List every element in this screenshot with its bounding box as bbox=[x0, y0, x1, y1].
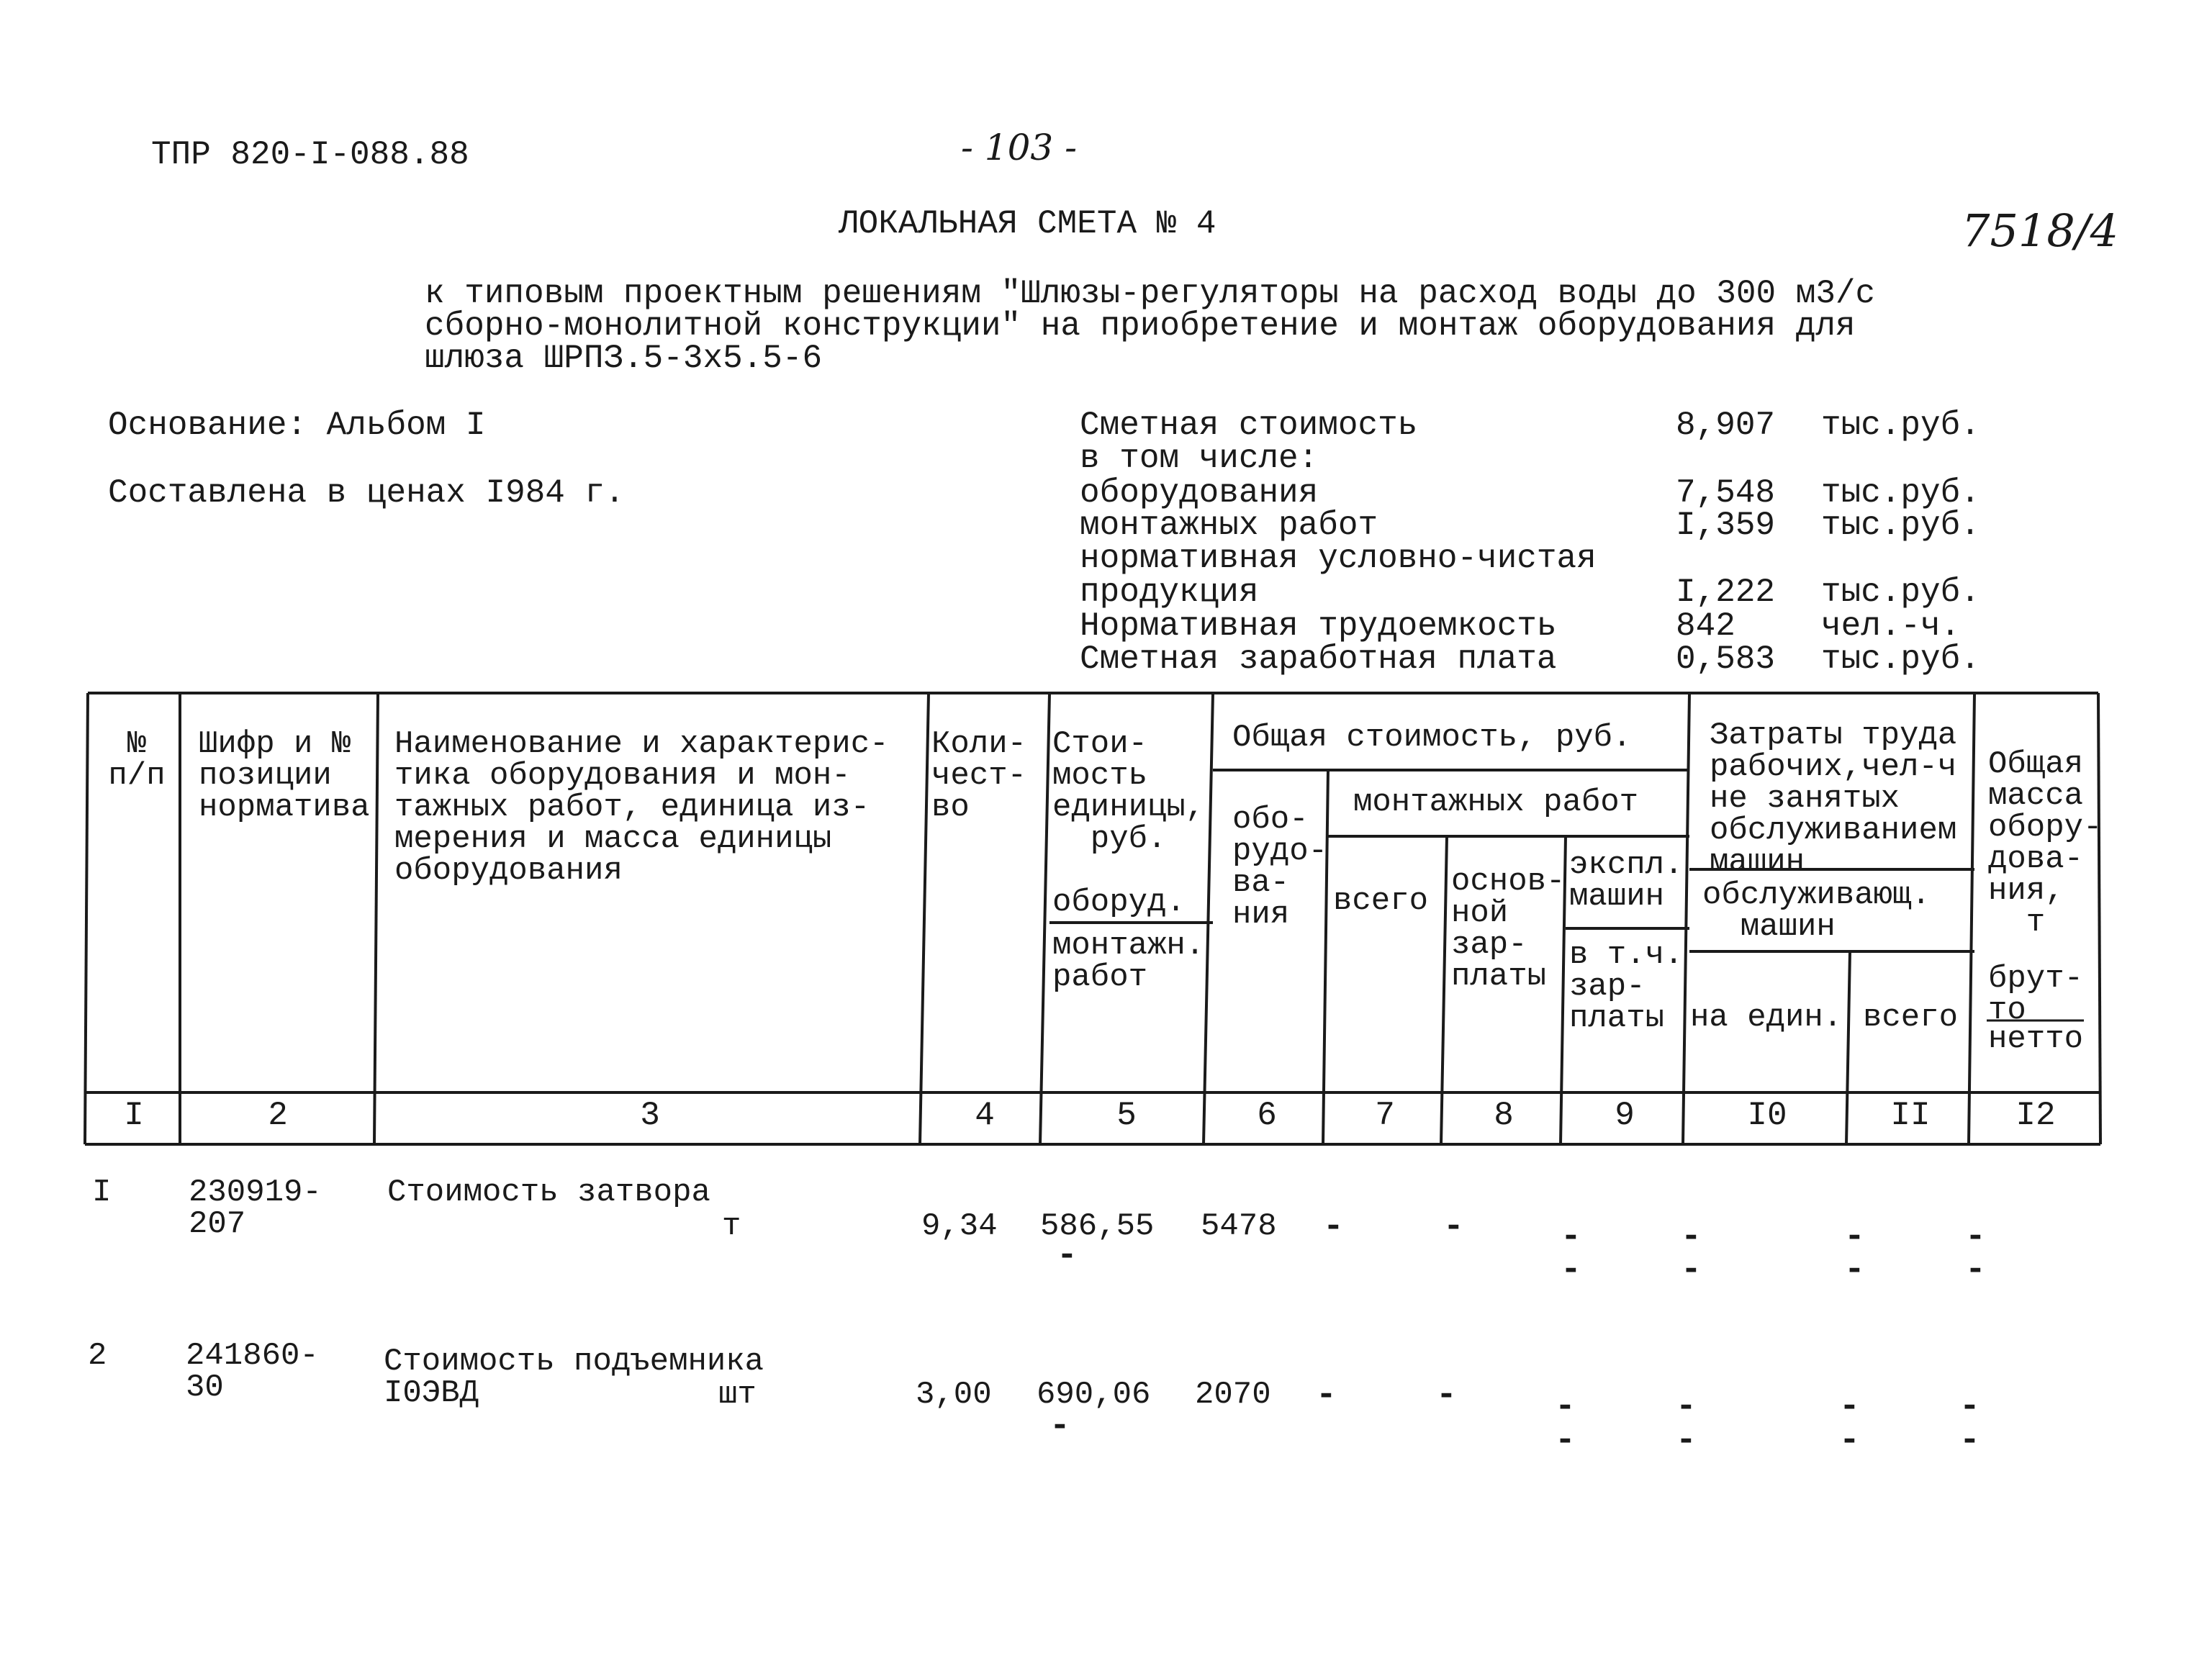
header-labor-machines: обслуживающ. машин bbox=[1702, 877, 1931, 945]
handwritten-reference: 7518/4 bbox=[1962, 204, 2119, 257]
summary-label: оборудования bbox=[1080, 474, 1319, 512]
empty-dash: - bbox=[1436, 1376, 1457, 1415]
empty-dash: - bbox=[1965, 1218, 1986, 1257]
empty-dash: - bbox=[1839, 1421, 1860, 1460]
empty-dash: - bbox=[1555, 1388, 1576, 1426]
subtitle-line-3: шлюза ШРПЗ.5-3х5.5-6 bbox=[425, 340, 823, 377]
summary-unit: тыс.руб. bbox=[1821, 641, 1980, 678]
summary-label: Сметная заработная плата bbox=[1080, 641, 1557, 678]
header-machine-salary: в т.ч. зар- платы bbox=[1569, 937, 1684, 1036]
empty-dash: - bbox=[1443, 1208, 1464, 1246]
header-unit-cost: Стои- мость единицы, руб. bbox=[1052, 726, 1205, 857]
column-number: 2 bbox=[268, 1097, 288, 1134]
row-unit: т bbox=[722, 1208, 741, 1244]
page-number: - 103 - bbox=[961, 127, 1078, 168]
column-number: II bbox=[1890, 1097, 1931, 1134]
row-unit-cost: 690,06 bbox=[1037, 1377, 1151, 1413]
empty-dash: - bbox=[1965, 1251, 1986, 1290]
header-number: № п/п bbox=[108, 726, 166, 794]
summary-value: 8,907 bbox=[1676, 407, 1776, 444]
column-number: 7 bbox=[1375, 1097, 1395, 1134]
header-machine-operation: экспл. машин bbox=[1569, 847, 1684, 915]
summary-value: I,222 bbox=[1676, 574, 1776, 611]
header-labor-per-unit: на един. bbox=[1690, 1000, 1843, 1036]
header-mass-net: нетто bbox=[1988, 1021, 2084, 1057]
empty-dash: - bbox=[1681, 1251, 1702, 1290]
empty-dash: - bbox=[1844, 1218, 1865, 1257]
header-mounting: монтажных работ bbox=[1353, 784, 1639, 820]
summary-value: I,359 bbox=[1676, 507, 1776, 544]
summary-label: нормативная условно-чистая bbox=[1080, 540, 1597, 577]
empty-dash: - bbox=[1561, 1251, 1581, 1290]
summary-unit: тыс.руб. bbox=[1821, 574, 1980, 611]
header-unit-cost-equipment: оборуд. bbox=[1052, 884, 1186, 920]
column-number: 9 bbox=[1615, 1097, 1635, 1134]
header-name: Наименование и характерис- тика оборудования и мон- тажных работ, единица из- мерения и масса единицы оборудования bbox=[394, 726, 889, 889]
summary-label: Сметная стоимость bbox=[1080, 407, 1418, 444]
empty-dash: - bbox=[1676, 1421, 1697, 1460]
header-basic-salary: основ- ной зар- платы bbox=[1451, 864, 1566, 995]
summary-unit: чел.-ч. bbox=[1821, 607, 1961, 645]
subtitle-line-1: к типовым проектным решениям "Шлюзы-регуляторы на расход воды до 300 м3/с bbox=[425, 275, 1876, 312]
empty-dash: - bbox=[1844, 1251, 1865, 1290]
column-number: 8 bbox=[1494, 1097, 1514, 1134]
column-number: I2 bbox=[2015, 1097, 2056, 1134]
row-code: 230919- 207 bbox=[189, 1175, 322, 1242]
column-number: I0 bbox=[1747, 1097, 1787, 1134]
row-unit-cost: 586,55 bbox=[1040, 1208, 1155, 1244]
row-number: I bbox=[92, 1175, 112, 1210]
header-mounting-total: всего bbox=[1333, 883, 1429, 919]
empty-dash: - bbox=[1316, 1376, 1337, 1415]
header-labor-total: всего bbox=[1863, 1000, 1959, 1036]
column-number: 5 bbox=[1116, 1097, 1137, 1134]
header-mass-gross: брут- то bbox=[1988, 961, 2084, 1028]
empty-dash: - bbox=[1057, 1236, 1078, 1275]
column-number: I bbox=[124, 1097, 144, 1134]
empty-dash: - bbox=[1561, 1218, 1581, 1257]
header-mass: Общая масса обору- дова- ния, т bbox=[1988, 746, 2103, 941]
summary-unit: тыс.руб. bbox=[1821, 407, 1980, 444]
column-number: 4 bbox=[975, 1097, 995, 1134]
row-quantity: 9,34 bbox=[921, 1208, 998, 1244]
summary-label: Нормативная трудоемкость bbox=[1080, 607, 1557, 645]
empty-dash: - bbox=[1555, 1421, 1576, 1460]
column-number: 6 bbox=[1257, 1097, 1277, 1134]
summary-value: 0,583 bbox=[1676, 641, 1776, 678]
empty-dash: - bbox=[1959, 1388, 1980, 1426]
empty-dash: - bbox=[1839, 1388, 1860, 1426]
column-number: 3 bbox=[640, 1097, 660, 1134]
row-name: Стоимость затвора bbox=[387, 1175, 710, 1210]
header-equipment: обо- рудо- ва- ния bbox=[1232, 802, 1328, 933]
summary-value: 842 bbox=[1676, 607, 1735, 645]
row-equipment-total: 5478 bbox=[1201, 1208, 1277, 1244]
row-name: Стоимость подъемника I0ЭВД bbox=[384, 1344, 764, 1411]
subtitle-line-2: сборно-монолитной конструкции" на приобретение и монтаж оборудования для bbox=[425, 307, 1856, 345]
price-level-text: Составлена в ценах I984 г. bbox=[108, 474, 625, 512]
summary-value: 7,548 bbox=[1676, 474, 1776, 512]
basis-text: Основание: Альбом I bbox=[108, 407, 486, 444]
summary-label: монтажных работ bbox=[1080, 507, 1378, 544]
row-quantity: 3,00 bbox=[916, 1377, 992, 1413]
header-labor: Затраты труда рабочих,чел-ч не занятых обслуживанием машин bbox=[1710, 718, 1957, 880]
document-title: ЛОКАЛЬНАЯ СМЕТА № 4 bbox=[839, 205, 1216, 243]
row-number: 2 bbox=[88, 1338, 107, 1374]
header-code: Шифр и № позиции норматива bbox=[199, 726, 370, 825]
header-quantity: Коли- чест- во bbox=[931, 726, 1027, 825]
summary-label: в том числе: bbox=[1080, 440, 1319, 477]
empty-dash: - bbox=[1959, 1421, 1980, 1460]
row-code: 241860- 30 bbox=[186, 1338, 319, 1406]
summary-label: продукция bbox=[1080, 574, 1259, 611]
empty-dash: - bbox=[1049, 1407, 1070, 1446]
header-unit-cost-mounting: монтажн. работ bbox=[1052, 928, 1205, 995]
empty-dash: - bbox=[1323, 1208, 1344, 1246]
summary-unit: тыс.руб. bbox=[1821, 474, 1980, 512]
summary-unit: тыс.руб. bbox=[1821, 507, 1980, 544]
header-total-cost: Общая стоимость, руб. bbox=[1232, 720, 1632, 756]
document-code: ТПР 820-I-088.88 bbox=[151, 136, 469, 173]
row-unit: шт bbox=[718, 1377, 757, 1413]
empty-dash: - bbox=[1681, 1218, 1702, 1257]
row-equipment-total: 2070 bbox=[1195, 1377, 1271, 1413]
empty-dash: - bbox=[1676, 1388, 1697, 1426]
